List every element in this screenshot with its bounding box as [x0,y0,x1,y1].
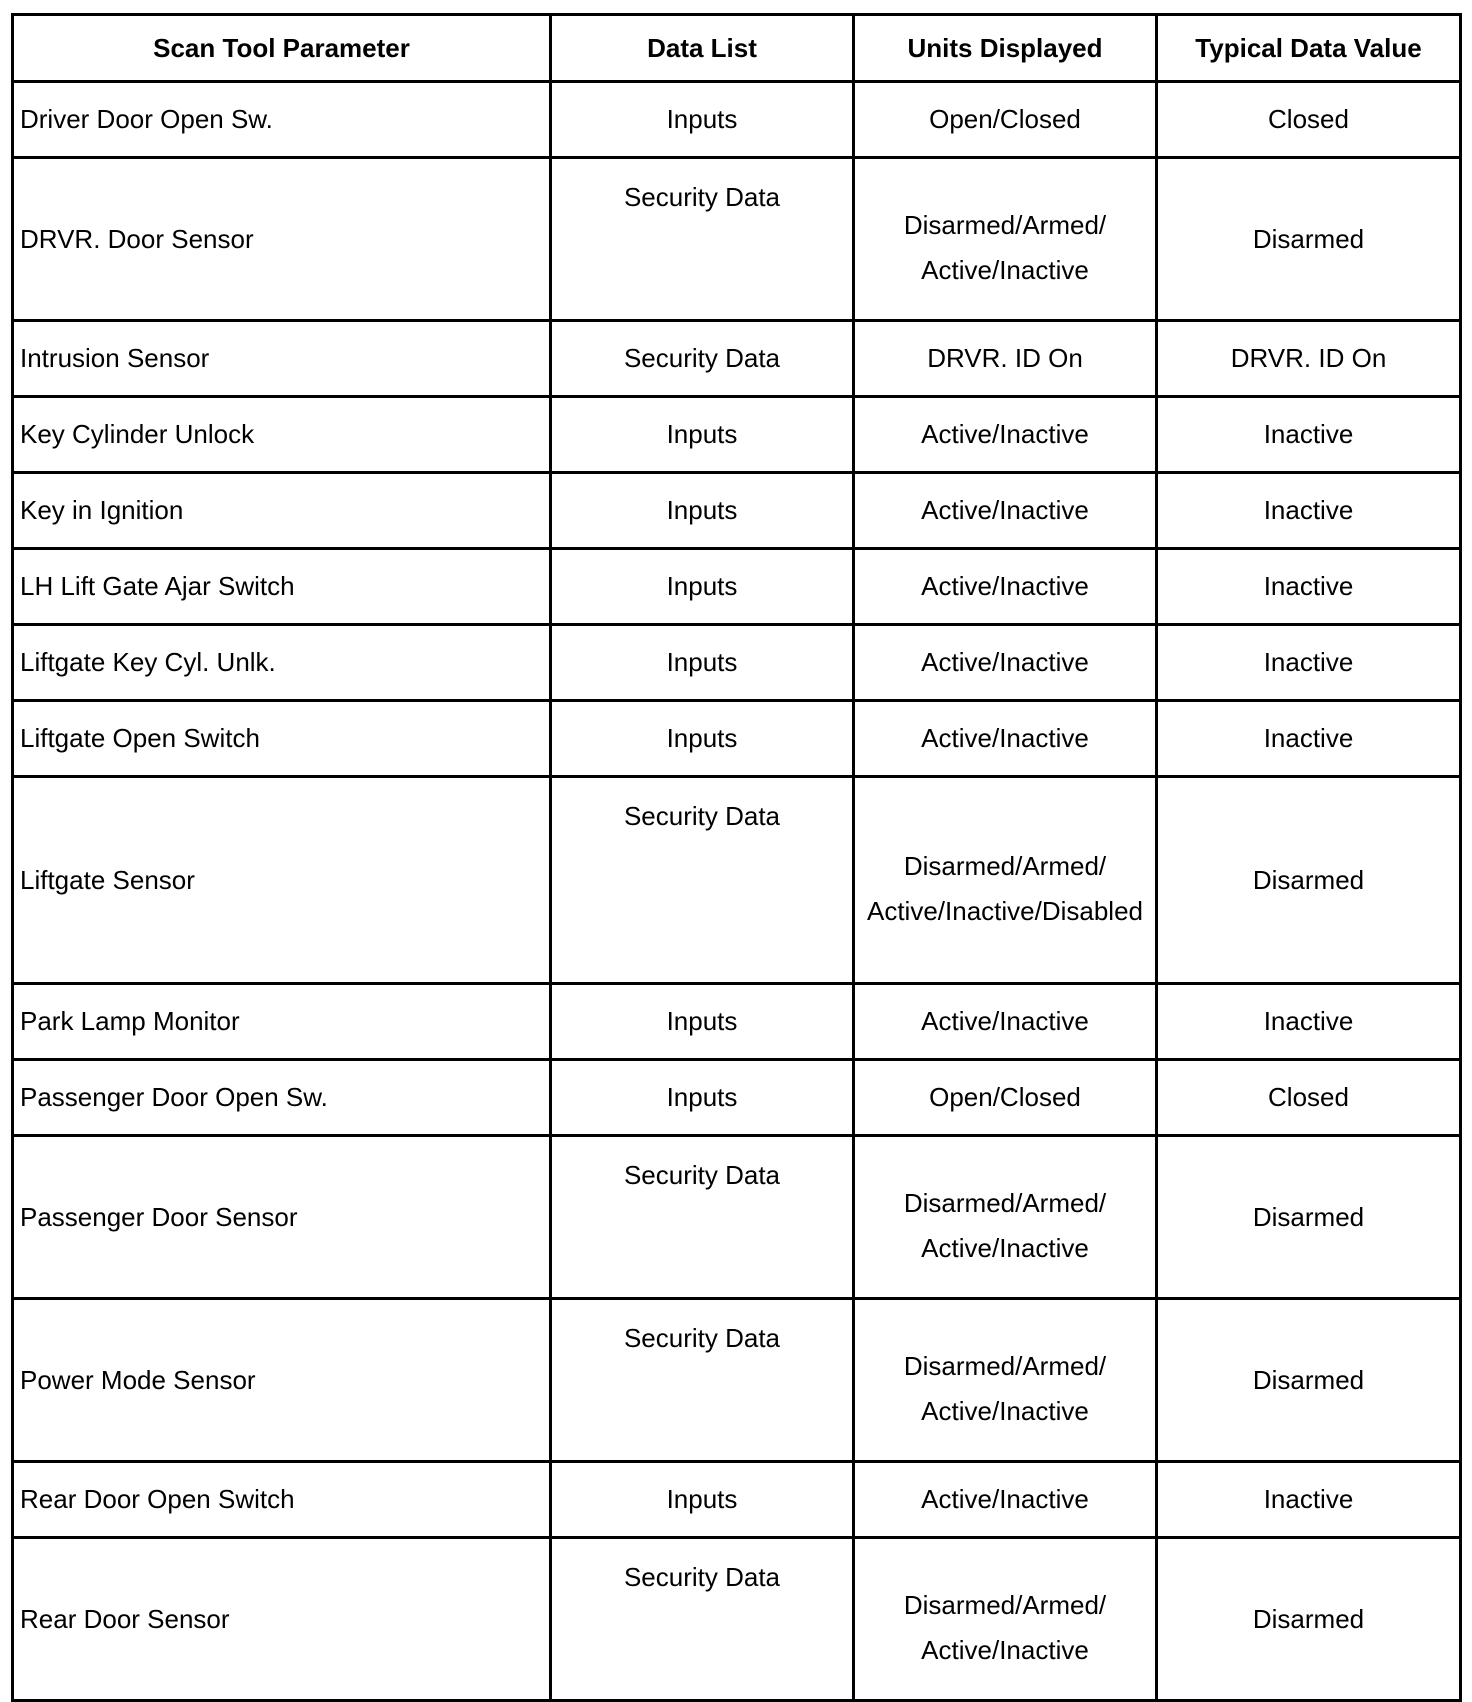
table-row [13,701,1461,777]
typical-value-cell: Disarmed [1157,1538,1461,1701]
units-cell: Disarmed/Armed/ Active/Inactive [854,1299,1157,1462]
data-list-cell: Security Data [551,1136,854,1299]
table-row [13,984,1461,1060]
typical-value-cell: Inactive [1157,549,1461,625]
header-scan-tool-parameter: Scan Tool Parameter [13,15,551,82]
data-list-cell: Inputs [551,549,854,625]
data-list-cell: Inputs [551,397,854,473]
typical-value-cell: Inactive [1157,473,1461,549]
header-data-list: Data List [551,15,854,82]
parameter-cell: Passenger Door Sensor [13,1136,551,1299]
units-cell: Disarmed/Armed/ Active/Inactive [854,1538,1157,1701]
table-row [13,1538,1461,1701]
parameter-cell: DRVR. Door Sensor [13,158,551,321]
units-cell: Disarmed/Armed/ Active/Inactive [854,158,1157,321]
parameter-cell: Driver Door Open Sw. [13,82,551,158]
data-list-cell: Inputs [551,473,854,549]
units-cell: Active/Inactive [854,397,1157,473]
table-row [13,1060,1461,1136]
parameter-cell: Key in Ignition [13,473,551,549]
data-list-cell: Security Data [551,158,854,321]
table-row [13,158,1461,321]
data-list-cell: Inputs [551,1462,854,1538]
scan-tool-parameter-table [11,13,1462,1702]
parameter-cell: Liftgate Open Switch [13,701,551,777]
units-cell: Active/Inactive [854,625,1157,701]
data-list-cell: Security Data [551,1299,854,1462]
header-units-displayed: Units Displayed [854,15,1157,82]
units-cell: Disarmed/Armed/ Active/Inactive [854,1136,1157,1299]
table-row [13,549,1461,625]
typical-value-cell: Closed [1157,82,1461,158]
parameter-cell: LH Lift Gate Ajar Switch [13,549,551,625]
table-row [13,1136,1461,1299]
data-list-cell: Inputs [551,984,854,1060]
parameter-cell: Liftgate Sensor [13,777,551,984]
data-list-cell: Inputs [551,625,854,701]
parameter-cell: Passenger Door Open Sw. [13,1060,551,1136]
data-list-cell: Inputs [551,82,854,158]
units-cell: Open/Closed [854,82,1157,158]
data-list-cell: Inputs [551,701,854,777]
table-row [13,321,1461,397]
units-cell: Active/Inactive [854,984,1157,1060]
parameter-cell: Intrusion Sensor [13,321,551,397]
parameter-cell: Key Cylinder Unlock [13,397,551,473]
parameter-cell: Liftgate Key Cyl. Unlk. [13,625,551,701]
typical-value-cell: Inactive [1157,701,1461,777]
parameter-cell: Power Mode Sensor [13,1299,551,1462]
table-row [13,397,1461,473]
table-row [13,473,1461,549]
typical-value-cell: Inactive [1157,625,1461,701]
units-cell: Active/Inactive [854,1462,1157,1538]
typical-value-cell: Disarmed [1157,158,1461,321]
typical-value-cell: Inactive [1157,1462,1461,1538]
typical-value-cell: Closed [1157,1060,1461,1136]
units-cell: Active/Inactive [854,473,1157,549]
units-cell: DRVR. ID On [854,321,1157,397]
table-row [13,1462,1461,1538]
parameter-cell: Rear Door Open Switch [13,1462,551,1538]
typical-value-cell: Disarmed [1157,1299,1461,1462]
table-row [13,1299,1461,1462]
typical-value-cell: Disarmed [1157,1136,1461,1299]
data-list-cell: Inputs [551,1060,854,1136]
parameter-cell: Park Lamp Monitor [13,984,551,1060]
units-cell: Active/Inactive [854,549,1157,625]
typical-value-cell: DRVR. ID On [1157,321,1461,397]
table-row [13,82,1461,158]
typical-value-cell: Disarmed [1157,777,1461,984]
data-list-cell: Security Data [551,1538,854,1701]
header-row [13,15,1461,82]
parameter-cell: Rear Door Sensor [13,1538,551,1701]
table-row [13,625,1461,701]
units-cell: Active/Inactive [854,701,1157,777]
typical-value-cell: Inactive [1157,984,1461,1060]
units-cell: Disarmed/Armed/ Active/Inactive/Disabled [854,777,1157,984]
typical-value-cell: Inactive [1157,397,1461,473]
table-row [13,777,1461,984]
units-cell: Open/Closed [854,1060,1157,1136]
data-list-cell: Security Data [551,321,854,397]
data-list-cell: Security Data [551,777,854,984]
header-typical-data-value: Typical Data Value [1157,15,1461,82]
